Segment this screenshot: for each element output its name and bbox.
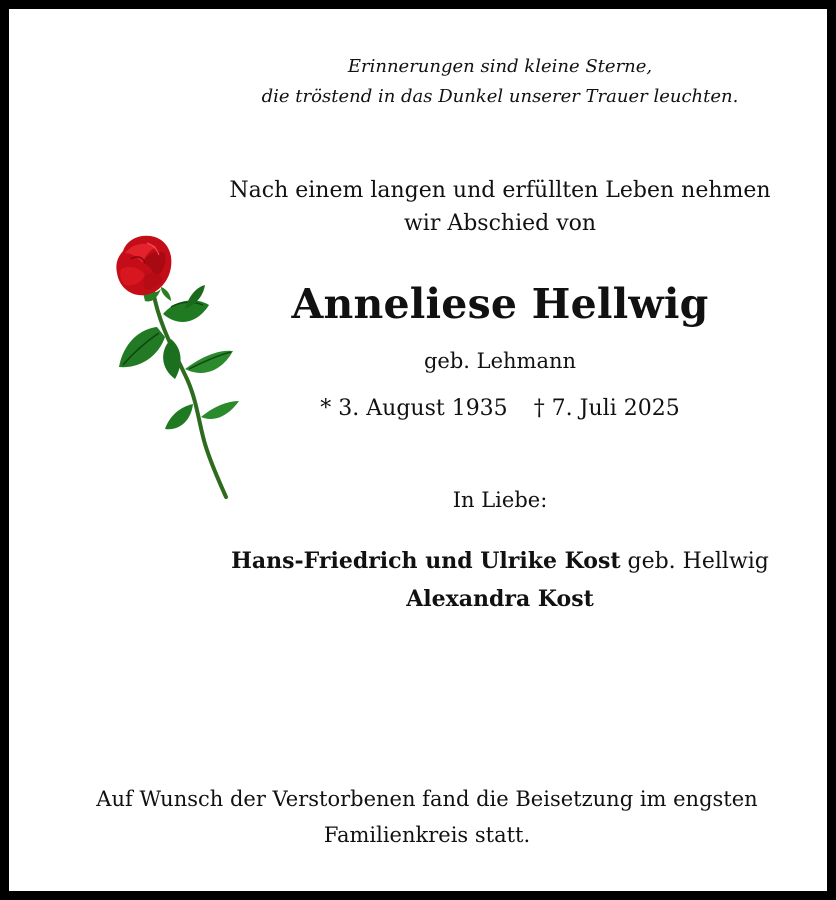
poem-line-2: die tröstend in das Dunkel unserer Trauer leuchten. (261, 86, 739, 107)
mourners-maiden: geb. Hellwig (620, 549, 769, 574)
in-love-line: In Liebe: (452, 488, 548, 512)
intro-line-2: wir Abschied von (403, 211, 597, 236)
footer-line-2: Familienkreis statt. (323, 823, 531, 847)
poem-line-1: Erinnerungen sind kleine Sterne, (347, 56, 653, 77)
intro-line-1: Nach einem langen und erfüllten Leben nehmen (229, 178, 771, 203)
mourners-line-2 (406, 583, 594, 616)
mourners-line-1 (231, 545, 769, 578)
footer-line-1: Auf Wunsch der Verstorbenen fand die Beisetzung im engsten (96, 787, 758, 811)
mourners-names-2: Alexandra Kost (406, 586, 594, 612)
life-dates (320, 393, 679, 425)
mourners-names-1: Hans-Friedrich und Ulrike Kost (231, 548, 621, 574)
red-rose-icon (101, 229, 251, 504)
maiden-name: geb. Lehmann (423, 349, 577, 373)
birth-date: * 3. August 1935 (320, 396, 508, 421)
deceased-name: Anneliese Hellwig (291, 280, 709, 328)
death-date: † 7. Juli 2025 (533, 396, 680, 421)
